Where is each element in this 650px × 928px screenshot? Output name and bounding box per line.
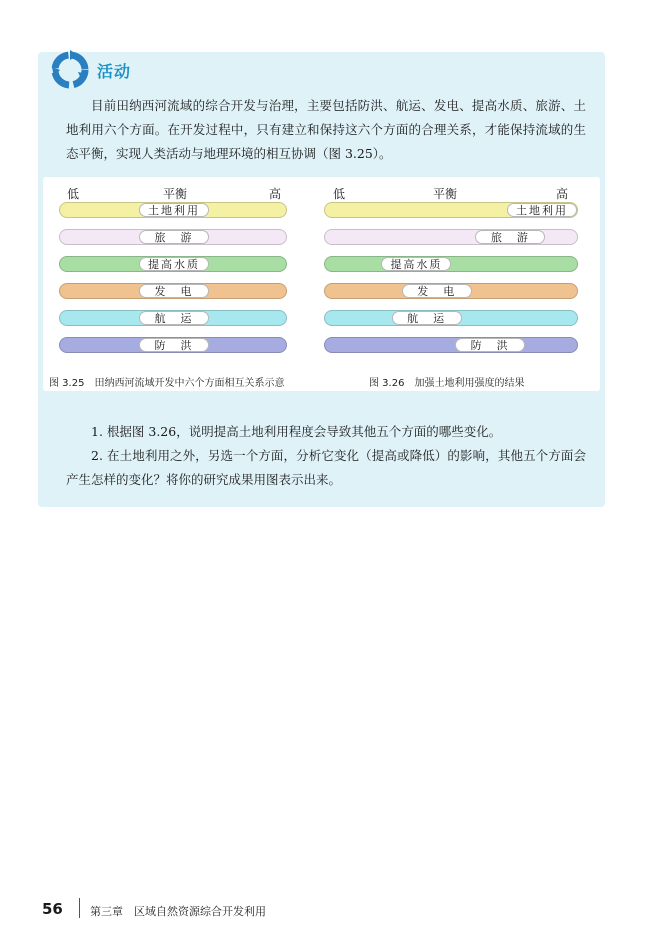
fig325-bar-water-quality (59, 256, 287, 272)
fig325-scale-high: 高 (269, 187, 282, 201)
fig326-bar-label-water-quality: 提高水质 (381, 257, 451, 271)
figure-panel (43, 177, 600, 391)
chapter-title: 第三章 区域自然资源综合开发利用 (90, 905, 266, 918)
fig326-scale-low: 低 (333, 187, 346, 201)
fig326-scale-mid: 平衡 (433, 187, 458, 201)
fig325-bar-label-power: 发 电 (139, 284, 209, 298)
fig326-bar-water-quality (324, 256, 578, 272)
question-2: 2. 在土地利用之外，另选一个方面，分析它变化（提高或降低）的影响，其他五个方面会产生怎样的变化？将你的研究成果用图表示出来。 (66, 448, 586, 487)
question-1: 1. 根据图 3.26，说明提高土地利用程度会导致其他五个方面的哪些变化。 (91, 424, 502, 439)
fig326-scale-high: 高 (556, 187, 569, 201)
activity-title: 活动 (97, 62, 132, 81)
footer-divider (79, 898, 80, 918)
fig325-bar-power (59, 283, 287, 299)
fig325-scale-mid: 平衡 (163, 187, 188, 201)
fig326-bar-power (324, 283, 578, 299)
fig325-bar-label-water-quality: 提高水质 (139, 257, 209, 271)
fig325-bar-shipping (59, 310, 287, 326)
intro-paragraph: 目前田纳西河流域的综合开发与治理，主要包括防洪、航运、发电、提高水质、旅游、土地利用六个方面。在开发过程中，只有建立和保持这六个方面的合理关系，才能保持流域的生态平衡，实现人类活动与地理环境的相互协调（图 3.25）。 (66, 98, 586, 161)
fig325-bar-tourism (59, 229, 287, 245)
fig326-bar-label-shipping: 航 运 (392, 311, 462, 325)
fig325-bar-land-use (59, 202, 287, 218)
fig326-bar-label-land-use: 土地利用 (507, 203, 577, 217)
fig325-bar-label-tourism: 旅 游 (139, 230, 209, 244)
fig326-bar-tourism (324, 229, 578, 245)
fig326-bar-land-use (324, 202, 578, 218)
fig325-bar-label-shipping: 航 运 (139, 311, 209, 325)
fig326-bar-label-tourism: 旅 游 (475, 230, 545, 244)
fig326-bar-flood-control (324, 337, 578, 353)
page-number: 56 (42, 900, 63, 918)
fig325-caption: 图 3.25 田纳西河流域开发中六个方面相互关系示意 (49, 378, 285, 389)
fig326-bar-label-flood-control: 防 洪 (455, 338, 525, 352)
fig325-bar-flood-control (59, 337, 287, 353)
fig325-scale-low: 低 (67, 187, 80, 201)
fig326-bar-shipping (324, 310, 578, 326)
cycle-arrows-icon (48, 48, 92, 92)
fig325-bar-label-land-use: 土地利用 (139, 203, 209, 217)
fig326-caption: 图 3.26 加强土地利用强度的结果 (369, 378, 525, 389)
fig325-bar-label-flood-control: 防 洪 (139, 338, 209, 352)
fig326-bar-label-power: 发 电 (402, 284, 472, 298)
